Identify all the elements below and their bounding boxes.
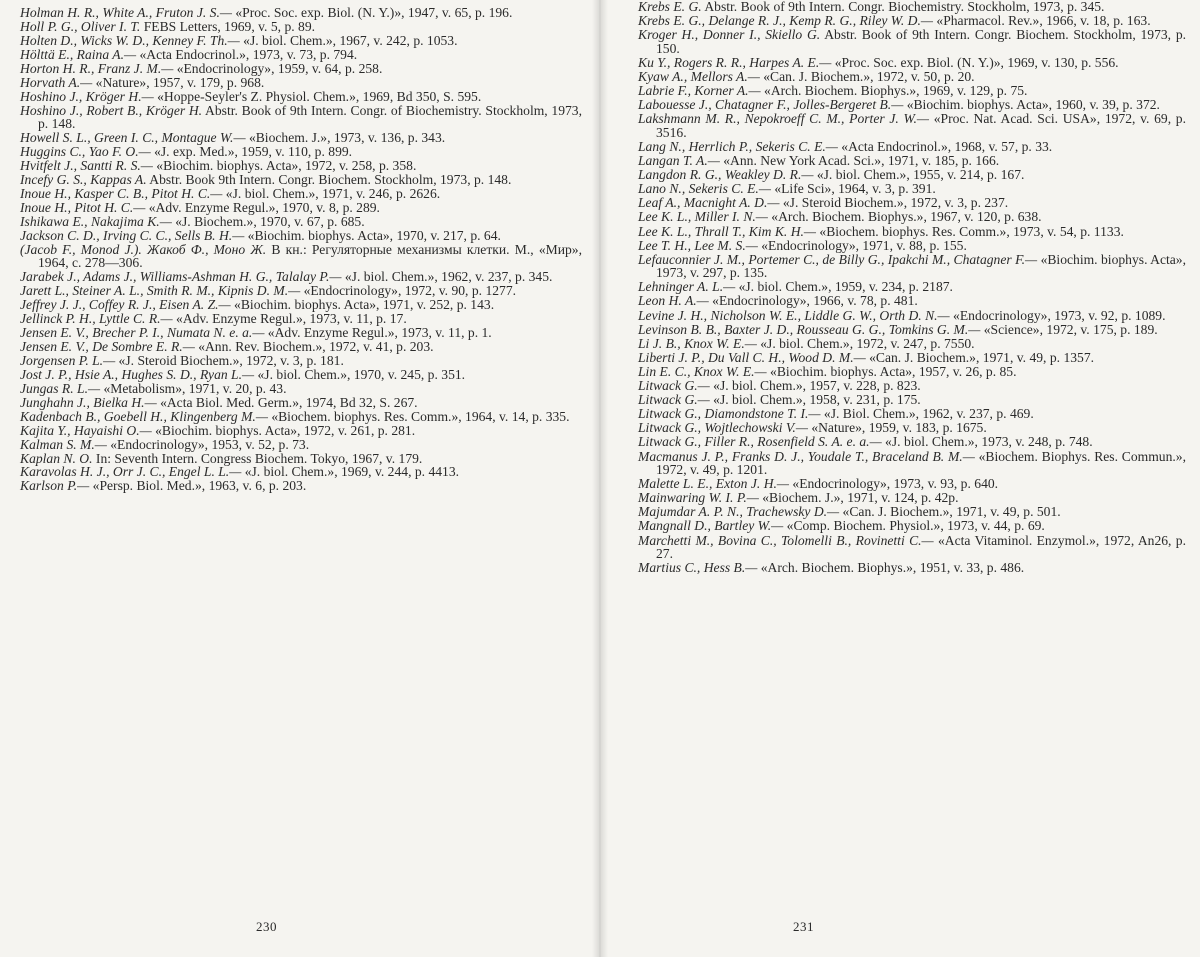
reference-authors: Litwack G.— [638,392,710,408]
reference-entry [20,145,582,158]
reference-source: «Proc. Soc. exp. Biol. (N. Y.)», 1947, v. 65, p. 196. [231,5,513,20]
reference-source: «Endocrinology», 1971, v. 88, p. 155. [757,237,967,253]
reference-entry [638,407,1186,421]
reference-entry [20,6,582,19]
reference-authors: Marchetti M., Bovina C., Tolomelli B., Rovinetti C.— [638,532,934,548]
reference-entry [638,561,1186,575]
reference-source: «Biochem. biophys. Res. Comm.», 1964, v. 14, p. 335. [267,408,570,424]
reference-entry [20,131,582,144]
reference-entry [638,70,1186,84]
reference-source: «Proc. Soc. exp. Biol. (N. Y.)», 1969, v. 130, p. 556. [831,54,1119,70]
reference-entry [20,270,582,283]
reference-source: «Acta Endocrinol.», 1968, v. 57, p. 33. [837,138,1053,154]
reference-authors: Lano N., Sekeris C. E.— [638,181,771,197]
reference-list-right [638,0,1186,575]
reference-authors: Jensen E. V., De Sombre E. R.— [20,338,195,354]
reference-source: «J. Steroid Biochem.», 1972, v. 3, p. 237. [779,195,1009,211]
reference-entry [638,182,1186,196]
reference-source: «Biochim. biophys. Acta», 1972, v. 258, p. 358. [152,157,417,173]
reference-source: «Ann. New York Acad. Sci.», 1971, v. 185, p. 166. [719,153,1000,169]
reference-entry [638,435,1186,449]
reference-source: Abstr. Book of 9th Intern. Congr. of Biochemistry. Stockholm, 1973, p. 148. [38,102,582,132]
reference-entry [20,104,582,131]
reference-source: «Adv. Enzyme Regul.», 1970, v. 8, p. 289. [145,199,380,215]
reference-authors: Jellinck P. H., Lyttle C. R.— [20,310,173,326]
reference-authors: Macmanus J. P., Franks D. J., Youdale T., Braceland B. M.— [638,448,975,464]
reference-authors: Lin E. C., Knox W. E.— [638,363,767,379]
reference-authors: Karlson P.— [20,478,90,494]
reference-authors: Kadenbach B., Goebell H., Klingenberg M.— [20,408,268,424]
reference-source: «J. biol. Chem.», 1957, v. 228, p. 823. [709,378,921,394]
reference-entry [20,479,582,492]
reference-authors: Lehninger A. L.— [638,279,736,295]
reference-entry [638,534,1186,561]
reference-source: In: Seventh Intern. Congress Biochem. Tokyo, 1967, v. 179. [92,450,423,466]
reference-authors: Lakshmann M. R., Nepokroeff C. M., Porter J. W.— [638,111,930,127]
reference-authors: Lang N., Herrlich P., Sekeris C. E.— [638,138,838,154]
reference-source: «J. biol. Chem.», 1967, v. 242, p. 1053. [239,32,458,48]
reference-source: «Acta Endocrinol.», 1973, v. 73, p. 794. [136,46,358,62]
reference-authors: Langan T. A.— [638,153,720,169]
reference-source: «J. biol. Chem.», 1972, v. 247, p. 7550. [756,335,975,351]
reference-entry [638,505,1186,519]
reference-source: «Biochem. Biophys. Res. Commun.», 1972, v. 49, p. 1201. [656,448,1186,478]
reference-source: «J. biol. Chem.», 1971, v. 246, p. 2626. [222,185,441,201]
reference-source: «Arch. Biochem. Biophys.», 1967, v. 120, p. 638. [767,209,1042,225]
reference-source: «Persp. Biol. Med.», 1963, v. 6, p. 203. [89,478,307,494]
reference-source: «J. biol. Chem.», 1970, v. 245, p. 351. [254,366,466,382]
reference-authors: Hoshino J., Kröger H.— [20,88,154,104]
reference-authors: Jost J. P., Hsie A., Hughes S. D., Ryan L.— [20,366,255,382]
reference-entry [638,280,1186,294]
reference-authors: Jungas R. L.— [20,380,101,396]
reference-source: «Nature», 1957, v. 179, p. 968. [92,74,265,90]
reference-entry [20,465,582,478]
reference-entry [20,438,582,451]
reference-entry [638,225,1186,239]
reference-entry [20,410,582,423]
right-page [600,0,1200,957]
reference-authors: Litwack G., Filler R., Rosenfield S. A. e. a.— [638,434,882,450]
reference-source: «Arch. Biochem. Biophys.», 1969, v. 129, p. 75. [760,83,1028,99]
reference-source: «Endocrinology», 1973, v. 92, p. 1089. [949,307,1166,323]
reference-entry [638,28,1186,55]
reference-authors: Jensen E. V., Brecher P. I., Numata N. e. a.— [20,324,265,340]
reference-source: «Pharmacol. Rev.», 1966, v. 18, p. 163. [933,13,1151,29]
reference-source: «Acta Vitaminol. Enzymol.», 1972, An26, p. 27. [656,532,1187,562]
reference-entry [638,491,1186,505]
reference-entry [638,112,1186,139]
reference-source: «J. Biol. Chem.», 1962, v. 237, p. 469. [820,406,1034,422]
reference-entry [20,34,582,47]
reference-authors: Levinson B. B., Baxter J. D., Rousseau G. G., Tomkins G. M.— [638,321,981,337]
reference-source: «Proc. Nat. Acad. Sci. USA», 1972, v. 69, p. 3516. [656,111,1186,140]
reference-entry [20,173,582,186]
reference-entry [638,0,1186,14]
reference-source: «Acta Biol. Med. Germ.», 1974, Bd 32, S. 267. [156,394,418,410]
reference-entry [638,239,1186,253]
reference-entry [638,365,1186,379]
reference-authors: Li J. B., Knox W. E.— [638,335,757,351]
reference-authors: Ishikawa E., Nakajima K.— [20,213,172,229]
reference-entry [20,229,582,242]
reference-authors: Jorgensen P. L.— [20,352,116,368]
reference-entry [638,393,1186,407]
reference-entry [20,90,582,103]
reference-entry [20,298,582,311]
reference-entry [638,351,1186,365]
reference-source: «J. biol. Chem.», 1959, v. 234, p. 2187. [735,279,953,295]
reference-entry [20,76,582,89]
reference-source: «Comp. Biochem. Physiol.», 1973, v. 44, p. 69. [783,518,1045,534]
reference-source: «Biochim. biophys. Acta», 1957, v. 26, p. 85. [766,363,1017,379]
reference-authors: Lee T. H., Lee M. S.— [638,237,758,253]
reference-entry [638,337,1186,351]
reference-authors: Krebs E. G. [638,0,702,14]
page-number-left: 230 [256,919,277,934]
reference-authors: Hölttä E., Raina A.— [20,46,137,62]
reference-authors: Ku Y., Rogers R. R., Harpes A. E.— [638,54,832,70]
reference-source: «Endocrinology», 1973, v. 93, p. 640. [789,476,999,492]
reference-entry [638,519,1186,533]
reference-authors: Leaf A., Macnight A. D.— [638,195,780,211]
reference-authors: Huggins C., Yao F. O.— [20,144,151,160]
reference-authors: Hvitfelt J., Santti R. S.— [20,157,153,173]
reference-entry [20,243,582,270]
reference-entry [20,312,582,325]
reference-source: «Endocrinology», 1953, v. 52, p. 73. [106,436,310,452]
reference-authors: Jackson C. D., Irving C. C., Sells B. H.— [20,227,245,243]
reference-entry [20,452,582,465]
reference-source: «J. biol. Chem.», 1973, v. 248, p. 748. [881,434,1093,450]
reference-entry [638,450,1186,477]
reference-source: FEBS Letters, 1969, v. 5, p. 89. [140,18,316,34]
reference-source: В кн.: Регуляторные механизмы клетки. М., «Мир», 1964, с. 278—306. [38,241,582,271]
reference-authors: Jeffrey J. J., Coffey R. J., Eisen A. Z.— [20,297,231,313]
reference-entry [638,294,1186,308]
reference-authors: Jarett L., Steiner A. L., Smith R. M., Kipnis D. M.— [20,283,301,299]
reference-authors: Holman H. R., White A., Fruton J. S.— [20,5,232,20]
reference-source: Abstr. Book of 9th Intern. Congr. Biochem. Stockholm, 1973, p. 150. [656,27,1187,56]
reference-authors: Lee K. L., Thrall T., Kim K. H.— [638,223,817,239]
reference-source: «Science», 1972, v. 175, p. 189. [980,321,1158,337]
reference-entry [638,253,1186,280]
reference-entry [638,323,1186,337]
reference-entry [20,187,582,200]
reference-source: «Arch. Biochem. Biophys.», 1951, v. 33, p. 486. [757,560,1025,576]
reference-entry [638,98,1186,112]
reference-entry [638,56,1186,70]
reference-authors: Majumdar A. P. N., Trachewsky D.— [638,504,840,520]
reference-source: «J. exp. Med.», 1959, v. 110, p. 899. [150,144,353,160]
reference-source: «Nature», 1959, v. 183, p. 1675. [807,420,987,436]
reference-source: «Biochim. biophys. Acta», 1960, v. 39, p. 372. [903,97,1160,113]
reference-source: «Adv. Enzyme Regul.», 1973, v. 11, p. 17. [172,310,407,326]
reference-source: «Adv. Enzyme Regul.», 1973, v. 11, p. 1. [264,324,492,340]
reference-authors: Inoue H., Kasper C. B., Pitot H. C.— [20,185,223,201]
reference-entry [638,14,1186,28]
reference-source: «J. biol. Chem.», 1955, v. 214, p. 167. [813,167,1025,183]
reference-source: «Biochim. biophys. Acta», 1972, v. 261, p. 281. [151,422,416,438]
reference-authors: Labouesse J., Chatagner F., Jolles-Bergeret B.— [638,97,904,113]
reference-source: «Endocrinology», 1959, v. 64, p. 258. [173,60,383,76]
reference-authors: Incefy G. S., Kappas A. [20,171,147,187]
reference-entry [638,154,1186,168]
reference-entry [20,368,582,381]
reference-source: «Endocrinology», 1972, v. 90, p. 1277. [300,283,517,299]
reference-authors: Litwack G., Wojtlechowski V.— [638,420,808,436]
reference-authors: Holl P. G., Oliver I. T. [20,18,141,34]
reference-entry [638,379,1186,393]
reference-entry [20,284,582,297]
reference-source: Abstr. Book of 9th Intern. Congr. Biochemistry. Stockholm, 1973, p. 345. [701,0,1105,14]
reference-authors: Junghahn J., Bielka H.— [20,394,157,410]
reference-source: «Biochem. biophys. Res. Comm.», 1973, v. 54, p. 1133. [816,223,1124,239]
reference-source: «Biochim. biophys. Acta», 1973, v. 297, p. 135. [656,251,1186,281]
reference-authors: Horton H. R., Franz J. M.— [20,60,174,76]
reference-source: «Metabolism», 1971, v. 20, p. 43. [100,380,287,396]
reference-authors: Litwack G., Diamondstone T. I.— [638,406,821,422]
reference-entry [20,201,582,214]
reference-source: «J. Biochem.», 1970, v. 67, p. 685. [171,213,365,229]
reference-entry [20,20,582,33]
reference-authors: Liberti J. P., Du Vall C. H., Wood D. M.— [638,349,866,365]
reference-entry [638,196,1186,210]
reference-entry [638,421,1186,435]
reference-authors: Lee K. L., Miller I. N.— [638,209,768,225]
reference-source: «Can. J. Biochem.», 1971, v. 49, p. 501. [839,504,1061,520]
reference-authors: Labrie F., Korner A.— [638,83,761,99]
reference-source: «Can. J. Biochem.», 1971, v. 49, p. 1357. [865,349,1095,365]
reference-authors: Horvath A.— [20,74,93,90]
reference-authors: Kroger H., Donner I., Skiello G. [638,27,821,43]
reference-authors: Langdon R. G., Weakley D. R.— [638,167,814,183]
reference-entry [20,354,582,367]
reference-entry [638,477,1186,491]
reference-authors: Levine J. H., Nicholson W. E., Liddle G. W., Orth D. N.— [638,307,950,323]
reference-source: «Biochim. biophys. Acta», 1971, v. 252, p. 143. [230,297,495,313]
reference-source: «J. biol. Chem.», 1958, v. 231, p. 175. [709,392,921,408]
reference-authors: Litwack G.— [638,378,710,394]
reference-authors: Jarabek J., Adams J., Williams-Ashman H. G., Talalay P.— [20,269,342,285]
reference-source: «Endocrinology», 1966, v. 78, p. 481. [708,293,918,309]
reference-source: «Biochim. biophys. Acta», 1970, v. 217, p. 64. [244,227,501,243]
reference-entry [20,382,582,395]
reference-authors: Leon H. A.— [638,293,709,309]
reference-authors: (Jacob F., Monod J.). Жакоб Ф., Моно Ж. [20,241,267,257]
reference-source: «Ann. Rev. Biochem.», 1972, v. 41, p. 203. [194,338,434,354]
page-number-right: 231 [793,919,814,934]
reference-entry [20,159,582,172]
reference-authors: Holten D., Wicks W. D., Kenney F. Th.— [20,32,240,48]
reference-entry [638,140,1186,154]
reference-authors: Mainwaring W. I. P.— [638,490,759,506]
reference-source: «Hoppe-Seyler's Z. Physiol. Chem.», 1969, Bd 350, S. 595. [153,88,482,104]
reference-entry [20,340,582,353]
reference-source: «J. Steroid Biochem.», 1972, v. 3, p. 181. [115,352,344,368]
reference-authors: Howell S. L., Green I. C., Montague W.— [20,130,246,146]
reference-source: «Can. J. Biochem.», 1972, v. 50, p. 20. [759,68,975,84]
reference-source: «J. biol. Chem.», 1969, v. 244, p. 4413. [241,464,460,480]
reference-entry [20,424,582,437]
reference-authors: Kyaw A., Mellors A.— [638,68,760,84]
reference-entry [20,215,582,228]
reference-authors: Hoshino J., Robert B., Kröger H. [20,102,203,118]
reference-authors: Kaplan N. O. [20,450,93,466]
reference-list-left [20,6,582,493]
reference-authors: Martius C., Hess B.— [638,560,758,576]
reference-entry [20,326,582,339]
reference-entry [638,84,1186,98]
reference-entry [638,309,1186,323]
reference-entry [638,210,1186,224]
reference-authors: Lefauconnier J. M., Portemer C., de Billy G., Ipakchi M., Chatagner F.— [638,251,1038,267]
reference-authors: Kajita Y., Hayaishi O.— [20,422,152,438]
reference-source: «Biochem. J.», 1971, v. 124, p. 42p. [758,490,959,506]
reference-entry [20,62,582,75]
reference-entry [20,48,582,61]
reference-entry [638,168,1186,182]
reference-source: «Life Sci», 1964, v. 3, p. 391. [770,181,936,197]
reference-authors: Mangnall D., Bartley W.— [638,518,784,534]
reference-authors: Karavolas H. J., Orr J. C., Engel L. L.— [20,464,242,480]
reference-entry [20,396,582,409]
reference-authors: Kalman S. M.— [20,436,107,452]
reference-authors: Malette L. E., Exton J. H.— [638,476,790,492]
reference-source: «Biochem. J.», 1973, v. 136, p. 343. [245,130,446,146]
reference-authors: Krebs E. G., Delange R. J., Kemp R. G., Riley W. D.— [638,13,933,29]
reference-source: «J. biol. Chem.», 1962, v. 237, p. 345. [341,269,553,285]
reference-authors: Inoue H., Pitot H. C.— [20,199,146,215]
reference-source: Abstr. Book 9th Intern. Congr. Biochem. Stockholm, 1973, p. 148. [146,171,512,187]
